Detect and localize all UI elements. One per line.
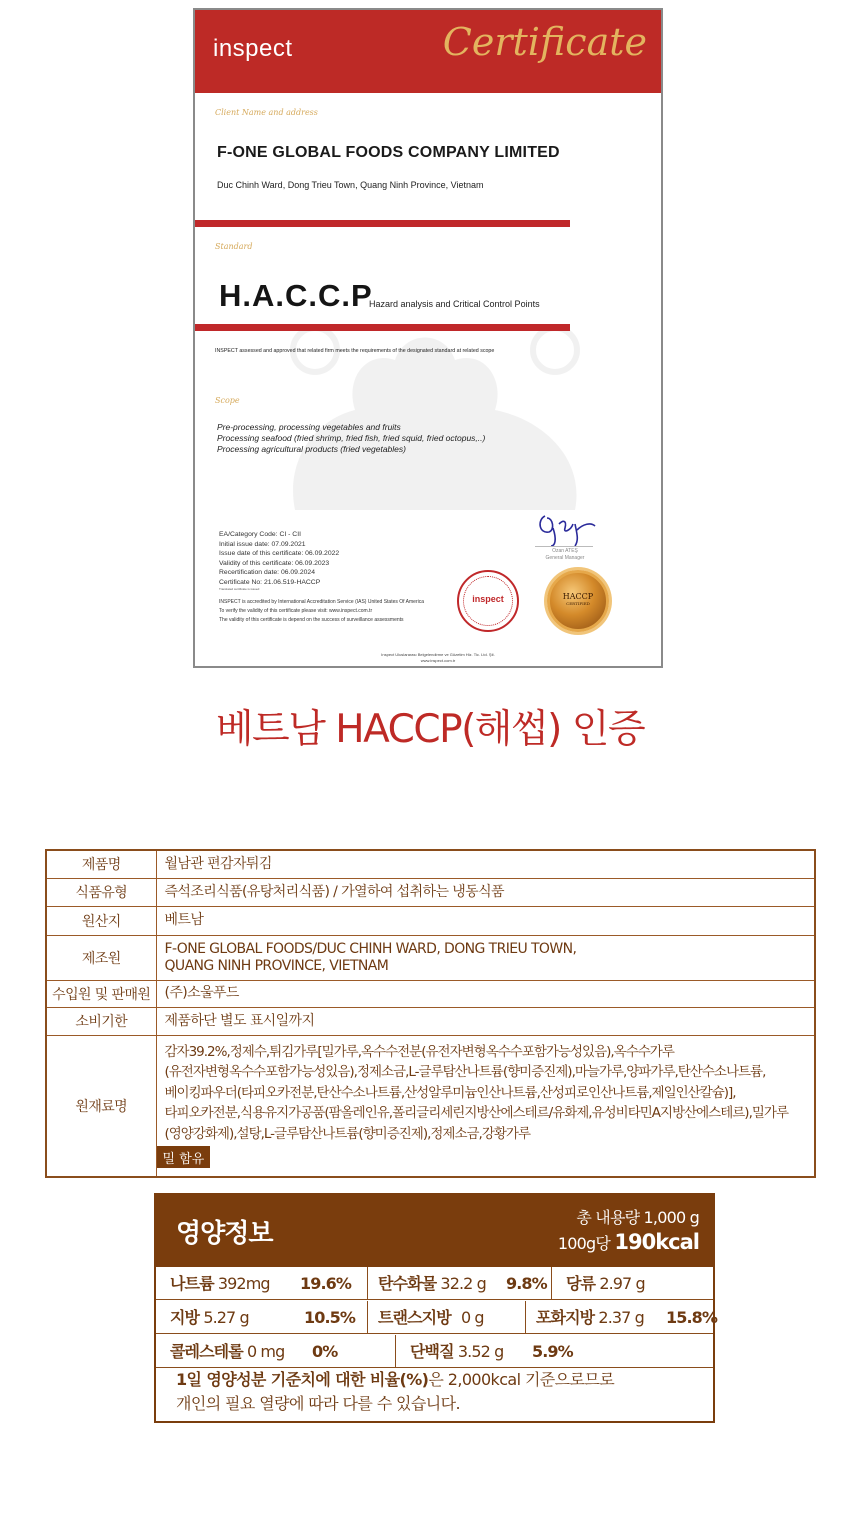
nutrition-footnote bbox=[176, 1368, 614, 1416]
note-line: To verify the validity of this certificate please visit: www.inspect.com.tr bbox=[219, 608, 373, 614]
seal-label: HACCP bbox=[562, 592, 594, 601]
per-serving-prefix: 100g당 bbox=[557, 1234, 611, 1253]
nutrition-row bbox=[156, 1267, 713, 1300]
table-row bbox=[46, 850, 815, 878]
tiny-note: Translated certificate is issued bbox=[219, 587, 260, 591]
certificate-notes bbox=[219, 598, 424, 625]
table-row bbox=[46, 1035, 815, 1177]
company-address: Duc Chinh Ward, Dong Trieu Town, Quang Ninh Province, Vietnam bbox=[217, 180, 484, 190]
row-label: 제품명 bbox=[46, 850, 156, 878]
row-label: 제조원 bbox=[46, 935, 156, 980]
certificate-image bbox=[193, 8, 663, 668]
certificate-number: Certificate No: 21.06.519-HACCP bbox=[219, 578, 321, 586]
row-label: 소비기한 bbox=[46, 1007, 156, 1035]
nutrient-carbohydrate: 탄수화물 32.2 g 9.8% bbox=[368, 1267, 552, 1300]
standard-name: H.A.C.C.P bbox=[219, 278, 373, 313]
inspect-seal-icon: inspect bbox=[457, 570, 519, 632]
validity-date: Validity of this certificate: 06.09.2023 bbox=[219, 559, 330, 567]
nutrition-title: 영양정보 bbox=[176, 1219, 273, 1249]
nutrient-cholesterol: 콜레스테롤 0 mg 0% bbox=[156, 1335, 396, 1368]
row-value: 즉석조리식품(유탕처리식품) / 가열하여 섭취하는 냉동식품 bbox=[156, 878, 815, 906]
ea-code: EA/Category Code: CI - CII bbox=[219, 531, 301, 538]
divider bbox=[195, 220, 570, 227]
initial-issue-date: Initial issue date: 07.09.2021 bbox=[219, 540, 306, 548]
nutrition-header bbox=[156, 1195, 713, 1267]
signature-icon bbox=[533, 510, 603, 548]
nutrient-protein: 단백질 3.52 g 5.9% bbox=[410, 1342, 573, 1361]
nutrient-saturated-fat: 포화지방 2.37 g 15.8% bbox=[536, 1308, 718, 1327]
footnote-line2: 개인의 필요 열량에 따라 다를 수 있습니다. bbox=[176, 1394, 460, 1413]
note-line: The validity of this certificate is depend on the success of surveillance assessments bbox=[219, 617, 404, 623]
nutrient-sugars: 당류 2.97 g bbox=[566, 1274, 645, 1293]
row-label: 수입원 및 판매원 bbox=[46, 980, 156, 1007]
recertification-date: Recertification date: 06.09.2024 bbox=[219, 569, 315, 576]
company-name: F-ONE GLOBAL FOODS COMPANY LIMITED bbox=[217, 144, 560, 161]
row-value bbox=[156, 935, 815, 980]
scope-item: Processing seafood (fried shrimp, fried fish, fried squid, fried octopus,..) bbox=[217, 433, 486, 443]
nutrition-facts-panel bbox=[154, 1193, 718, 1423]
footnote-rest: 은 2,000kcal 기준으로므로 bbox=[428, 1370, 615, 1389]
scope-item: Pre-processing, processing vegetables and fruits bbox=[217, 422, 401, 432]
table-row bbox=[46, 906, 815, 935]
divider bbox=[195, 324, 570, 331]
nutrient-fat: 지방 5.27 g 10.5% bbox=[156, 1301, 368, 1334]
table-row bbox=[46, 878, 815, 906]
haccp-certified-seal-icon bbox=[547, 570, 609, 632]
per-serving bbox=[558, 1230, 699, 1254]
row-value: 월남관 편감자튀김 bbox=[156, 850, 815, 878]
scope-list bbox=[217, 422, 485, 455]
signatory-name: Ozan ATEŞ bbox=[552, 548, 578, 554]
nutrition-row bbox=[156, 1335, 713, 1368]
lion-watermark-icon bbox=[255, 310, 615, 520]
row-label: 원재료명 bbox=[46, 1035, 156, 1177]
ingredients-text: 감자39.2%,정제수,튀김가루[밀가루,옥수수전분(유전자변형옥수수포함가능성있음),옥수수가루(유전자변형옥수수포함가능성있음),정제소금,L-글루탐산나트륨(향미증진제),마늘가루,양파가루,탄산수소나트륨,베이킹파우더(타피오카전분,탄산수소나트륨,산성알루미늄인산나트륨,산성피로인산나트륨,제일인산칼슘)],타피오카전분,식용유지가공품(팜올레인유,폴리글리세린지방산에스테르/유화제,유성비타민A지방산에스테르),밀가루(영양강화제),설탕,L-글루탐산나트륨(향미증진제),정제소금,강황가루 bbox=[164, 1043, 788, 1142]
standard-description: Hazard analysis and Critical Control Points bbox=[369, 299, 540, 309]
signatory bbox=[525, 548, 605, 562]
certificate-footer: Inspect Uluslararası Belgelendirme ve Gözetim Hiz. Tic. Ltd. Şti. www.inspect.com.tr bbox=[381, 652, 495, 663]
certificate-header bbox=[195, 10, 661, 93]
ingredients-cell bbox=[156, 1035, 815, 1177]
table-row bbox=[46, 935, 815, 980]
table-row bbox=[46, 980, 815, 1007]
row-value: 베트남 bbox=[156, 906, 815, 935]
row-label: 원산지 bbox=[46, 906, 156, 935]
certificate-title: Certificate bbox=[442, 20, 647, 64]
client-label: Client Name and address bbox=[215, 108, 318, 117]
scope-label: Scope bbox=[215, 396, 240, 405]
scope-item: Processing agricultural products (fried vegetables) bbox=[217, 444, 406, 454]
allergen-badge: 밀 함유 bbox=[157, 1146, 211, 1168]
approval-statement: INSPECT assessed and approved that related firm meets the requirements of the designated standard at related scope bbox=[215, 348, 495, 354]
row-value: 제품하단 별도 표시일까지 bbox=[156, 1007, 815, 1035]
certificate-details bbox=[219, 530, 339, 592]
signature-line bbox=[535, 546, 593, 547]
inspect-logo: inspect bbox=[213, 35, 293, 62]
standard-label: Standard bbox=[215, 242, 253, 251]
per-serving-kcal: 190kcal bbox=[614, 1230, 699, 1254]
signatory-title: General Manager bbox=[545, 555, 585, 561]
table-row bbox=[46, 1007, 815, 1035]
issue-date: Issue date of this certificate: 06.09.2022 bbox=[219, 550, 340, 557]
note-line: INSPECT is accredited by International Accreditation Service (IAS) United States Of America bbox=[219, 599, 424, 605]
manufacturer-line: F-ONE GLOBAL FOODS/DUC CHINH WARD, DONG TRIEU TOWN, bbox=[164, 940, 577, 957]
footnote-bold: 1일 영양성분 기준치에 대한 비율(%) bbox=[176, 1370, 429, 1389]
total-content: 총 내용량 1,000 g bbox=[576, 1208, 699, 1227]
nutrient-sodium: 나트륨 392mg 19.6% bbox=[156, 1267, 368, 1300]
manufacturer-line: QUANG NINH PROVINCE, VIETNAM bbox=[164, 957, 389, 974]
page-heading: 베트남 HACCP(해썹) 인증 bbox=[215, 707, 645, 752]
nutrition-row bbox=[156, 1301, 718, 1334]
row-label: 식품유형 bbox=[46, 878, 156, 906]
product-info-table bbox=[45, 849, 816, 1178]
nutrient-trans-fat: 트랜스지방 0 g bbox=[368, 1301, 526, 1334]
seal-sub-label: CERTIFIED bbox=[566, 601, 590, 606]
row-value: (주)소울푸드 bbox=[156, 980, 815, 1007]
